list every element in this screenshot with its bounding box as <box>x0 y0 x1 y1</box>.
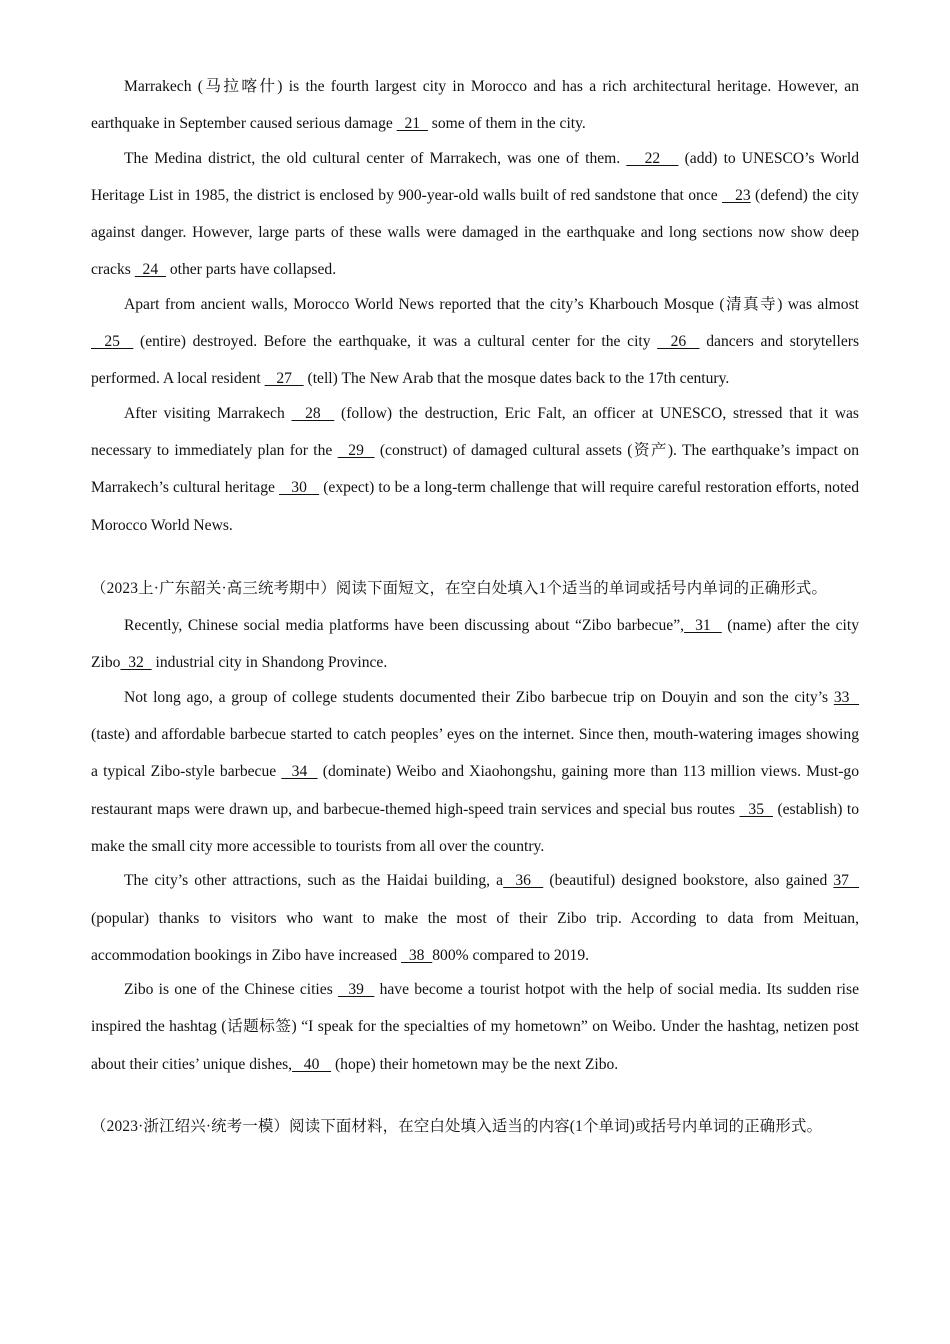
text: (add) to UNESCO’s World Heritage List in 1985, the district is enclosed by 900-year-old walls built of red sandstone that once <box>91 149 859 204</box>
text: (defend) the city against danger. However, large parts of these walls were damaged in the earthquake and long sections now show deep cracks <box>91 186 859 279</box>
text: The Medina district, the old cultural center of Marrakech, was one of them. <box>124 149 627 167</box>
blank-33: 33 <box>833 688 860 706</box>
blank-28: 28 <box>291 404 335 422</box>
passage2-paragraph-3 <box>91 862 859 974</box>
text: Recently, Chinese social media platforms have been discussing about “Zibo barbecue”, <box>124 617 685 635</box>
passage2-paragraph-4 <box>91 971 859 1083</box>
blank-31: 31 <box>684 617 722 635</box>
passage1-paragraph-4 <box>91 395 859 544</box>
text: (tell) The New Arab that the mosque dates back to the 17th century. <box>303 370 730 388</box>
text: (beautiful) designed bookstore, also gained <box>543 872 834 890</box>
blank-27: 27 <box>264 370 304 388</box>
passage1-paragraph-3 <box>91 286 859 398</box>
blank-26: 26 <box>657 333 700 351</box>
blank-22: 22 <box>626 149 679 167</box>
blank-29: 29 <box>337 441 375 459</box>
text: (expect) to be a long-term challenge that will require careful restoration efforts, noted Morocco World News. <box>91 479 859 534</box>
blank-34: 34 <box>281 763 318 781</box>
text: 800% compared to 2019. <box>432 946 590 964</box>
blank-39: 39 <box>337 981 375 999</box>
text: dancers and storytellers performed. A local resident <box>91 333 860 388</box>
blank-24: 24 <box>134 261 166 279</box>
text: other parts have collapsed. <box>165 261 337 279</box>
section-heading-3: （2023·浙江绍兴·统考一模）阅读下面材料，在空白处填入适当的内容(1个单词)或括号内单词的正确形式。 <box>91 1118 823 1136</box>
text: Not long ago, a group of college students documented their Zibo barbecue trip on Douyin and son the city’s <box>124 688 834 706</box>
passage2-paragraph-2 <box>91 679 859 865</box>
blank-36: 36 <box>503 872 544 890</box>
document-page <box>91 68 859 1145</box>
passage2-paragraph-1 <box>91 607 859 682</box>
text: (construct) of damaged cultural assets (资产). The earthquake’s impact on Marrakech’s cultural heritage <box>91 441 859 497</box>
blank-32: 32 <box>120 654 152 672</box>
text: Marrakech (马拉喀什) is the fourth largest city in Morocco and has a rich architectural heritage. However, an earthquake in September caused serious damage <box>91 78 859 133</box>
text: (establish) to make the small city more accessible to tourists from all over the country. <box>91 800 860 855</box>
passage1-paragraph-1 <box>91 68 859 143</box>
text: industrial city in Shandong Province. <box>151 654 388 672</box>
passage1-paragraph-2 <box>91 140 859 289</box>
text: have become a tourist hotpot with the help of social media. Its sudden rise inspired the hashtag (话题标签) “I speak for the specialties of my hometown” on Weibo. Under the hashtag, netizen post about their cities’ unique dishes, <box>91 981 860 1073</box>
text: (popular) thanks to visitors who want to make the most of their Zibo trip. According to data from Meituan, accommodation bookings in Zibo have increased <box>91 909 859 964</box>
text: (name) after the city Zibo <box>91 617 860 672</box>
blank-40: 40 <box>292 1055 332 1073</box>
blank-30: 30 <box>279 479 320 497</box>
text: The city’s other attractions, such as the Haidai building, a <box>124 872 504 890</box>
blank-21: 21 <box>396 115 428 133</box>
text: (taste) and affordable barbecue started to catch peoples’ eyes on the internet. Since then, mouth-watering images showing a typical Zibo-style barbecue <box>91 726 859 781</box>
blank-23: 23 <box>722 186 751 204</box>
blank-35: 35 <box>739 800 773 818</box>
blank-38: 38 <box>401 946 433 964</box>
blank-37: 37 <box>833 872 860 890</box>
text: Zibo is one of the Chinese cities <box>124 981 338 999</box>
text: Apart from ancient walls, Morocco World News reported that the city’s Kharbouch Mosque (清真寺) was almost <box>124 295 859 313</box>
text: (dominate) Weibo and Xiaohongshu, gaining more than 113 million views. Must-go restaurant maps were drawn up, and barbecue-themed high-speed train services and special bus routes <box>91 763 860 818</box>
section-heading-2: （2023上·广东韶关·高三统考期中）阅读下面短文，在空白处填入1个适当的单词或括号内单词的正确形式。 <box>91 579 828 597</box>
text: (follow) the destruction, Eric Falt, an officer at UNESCO, stressed that it was necessary to immediately plan for the <box>91 404 859 459</box>
text: (entire) destroyed. Before the earthquake, it was a cultural center for the city <box>133 333 658 351</box>
text: After visiting Marrakech <box>124 404 292 422</box>
text: some of them in the city. <box>427 115 586 133</box>
text: (hope) their hometown may be the next Zibo. <box>331 1055 619 1073</box>
blank-25: 25 <box>91 333 134 351</box>
